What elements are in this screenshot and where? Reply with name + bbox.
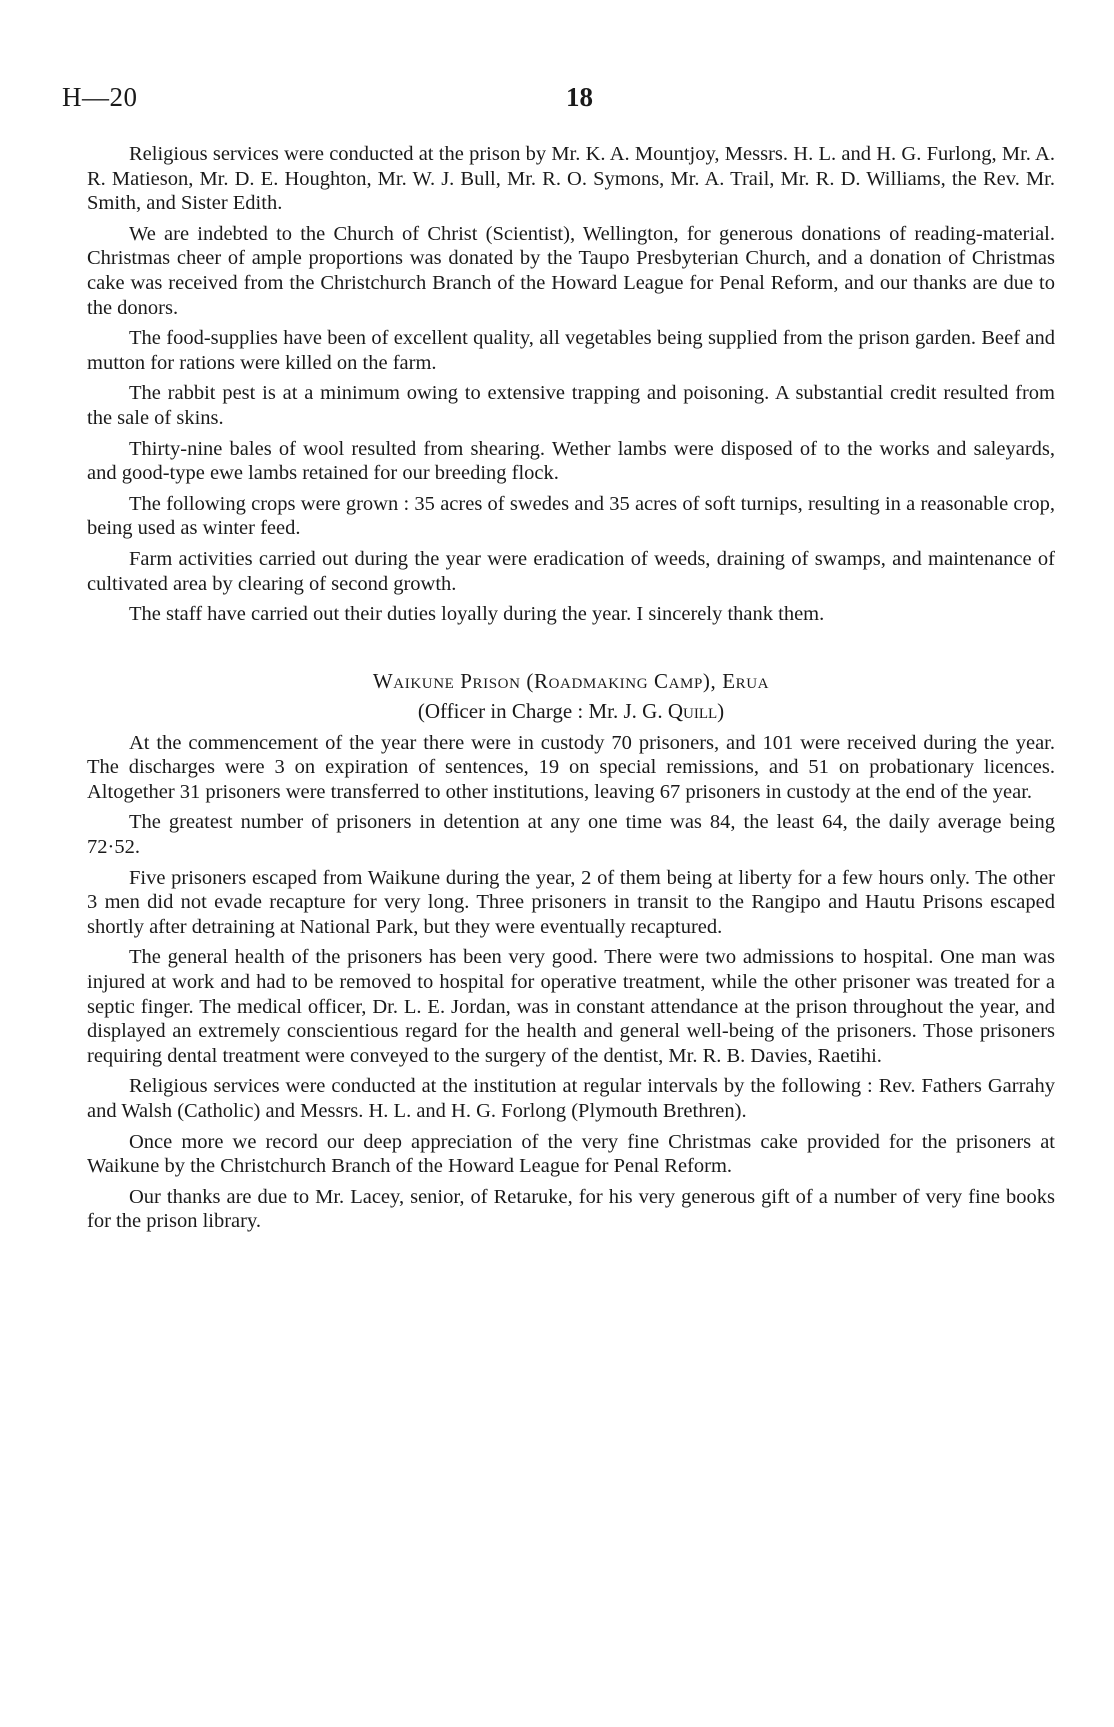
paragraph-rabbit-pest: The rabbit pest is at a minimum owing to extensive trapping and poisoning. A substantial credit resulted from the sale of skins. [87, 382, 1055, 429]
paragraph-staff-thanks: The staff have carried out their duties loyally during the year. I sincerely thank them. [129, 603, 825, 626]
paragraph-farm-activities: Farm activities carried out during the year were eradication of weeds, draining of swamps, and maintenance of cultivated area by clearing of second growth. [87, 547, 1055, 595]
paragraph-detention-numbers: The greatest number of prisoners in detention at any one time was 84, the least 64, the daily average being 72·52. [87, 811, 1055, 859]
subtitle-suffix: ) [717, 698, 725, 723]
page-body [87, 142, 1055, 1240]
paragraph-christmas-cake: Once more we record our deep appreciation of the very fine Christmas cake provided for the prisoners at Waikune by the Christchurch Branch of the Howard League for Penal Reform. [87, 1130, 1055, 1178]
document-reference: H—20 [62, 82, 138, 112]
paragraph-crops: The following crops were grown : 35 acres of swedes and 35 acres of soft turnips, resulting in a reasonable crop, being used as winter feed. [87, 492, 1055, 540]
page-header [62, 82, 1062, 118]
paragraph-custody: At the commencement of the year there were in custody 70 prisoners, and 101 were received during the year. The discharges were 3 on expiration of sentences, 19 on special remissions, and 51 on probationary licences. Altogether 31 prisoners were transferred to other institutions, leaving 67 prisoners in custody at the end of the year. [87, 731, 1055, 803]
paragraph-wool: Thirty-nine bales of wool resulted from shearing. Wether lambs were disposed of to the works and saleyards, and good-type ewe lambs retained for our breeding flock. [87, 437, 1055, 485]
paragraph-library-gift: Our thanks are due to Mr. Lacey, senior, of Retaruke, for his very generous gift of a number of very fine books for the prison library. [87, 1185, 1055, 1233]
paragraph-escapes: Five prisoners escaped from Waikune during the year, 2 of them being at liberty for a few hours only. The other 3 men did not evade recapture for very long. Three prisoners in transit to the Rangipo and Hautu Prisons escaped shortly after detraining at National Park, but they were eventually recaptured. [87, 866, 1055, 938]
subtitle-officer-name: Quill [667, 698, 718, 723]
paragraph-food-supplies: The food-supplies have been of excellent quality, all vegetables being supplied from the prison garden. Beef and mutton for rations were killed on the farm. [87, 327, 1055, 374]
paragraph-religious-services-waikune: Religious services were conducted at the institution at regular intervals by the following : Rev. Fathers Garrahy and Walsh (Catholic) and Messrs. H. L. and H. G. Forlong (Plymouth Brethren). [87, 1075, 1055, 1122]
paragraph-health: The general health of the prisoners has been very good. There were two admissions to hospital. One man was injured at work and had to be removed to hospital for operative treatment, while the other prisoner was treated for a septic finger. The medical officer, Dr. L. E. Jordan, was in constant attendance at the prison throughout the year, and displayed an extremely conscientious regard for the health and general well-being of the prisoners. Those prisoners requiring dental treatment were conveyed to the surgery of the dentist, Mr. R. B. Davies, Raetihi. [87, 946, 1055, 1067]
subtitle-prefix: (Officer in Charge : Mr. J. G. [417, 698, 668, 723]
page-number: 18 [566, 82, 593, 112]
section-title-waikune: Waikune Prison (Roadmaking Camp), Erua [372, 668, 770, 693]
section-subtitle-officer [87, 697, 1055, 725]
paragraph-donations: We are indebted to the Church of Christ (Scientist), Wellington, for generous donations of reading-material. Christmas cheer of ample proportions was donated by the Taupo Presbyterian Church, and a donation of Christmas cake was received from the Christchurch Branch of the Howard League for Penal Reform, and our thanks are due to the donors. [87, 222, 1055, 319]
paragraph-religious-services: Religious services were conducted at the prison by Mr. K. A. Mountjoy, Messrs. H. L. and H. G. Furlong, Mr. A. R. Matieson, Mr. D. E. Houghton, Mr. W. J. Bull, Mr. R. O. Symons, Mr. A. Trail, Mr. R. D. Williams, the Rev. Mr. Smith, and Sister Edith. [87, 143, 1055, 215]
